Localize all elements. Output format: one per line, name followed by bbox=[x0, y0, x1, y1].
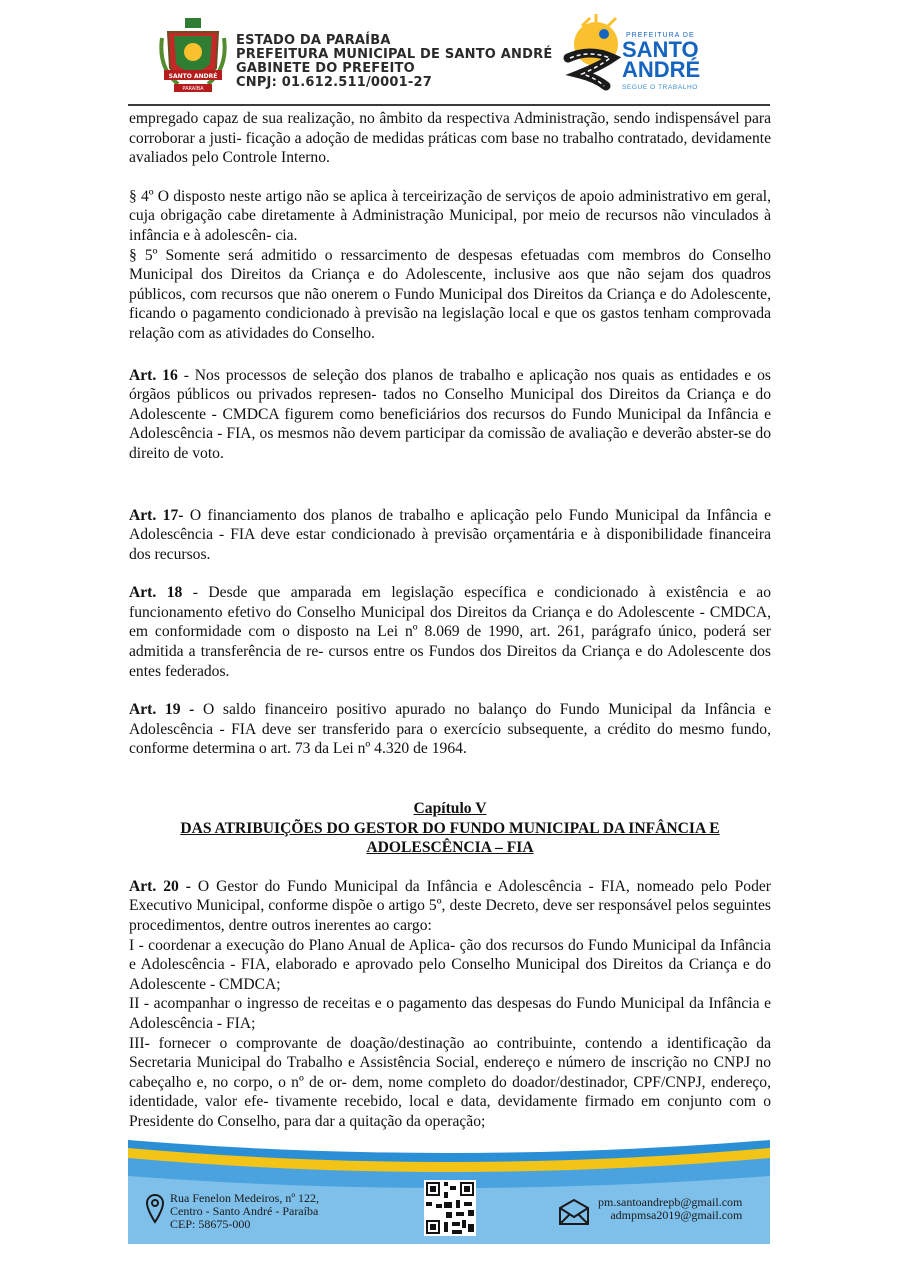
list-item-i: I - coordenar a execução do Plano Anual de Aplica- ção dos recursos do Fundo Municipal da Infância e Adolescência - FIA, elaborado e aprovado pelo Conselho Municipal dos Direitos da Criança e do Adolescente - CMDCA; bbox=[129, 936, 771, 993]
letterhead bbox=[150, 14, 750, 102]
article-17 bbox=[129, 506, 771, 565]
article-19-label: Art. 19 - bbox=[129, 701, 195, 719]
article-19 bbox=[129, 700, 771, 759]
article-16-label: Art. 16 bbox=[129, 366, 178, 384]
footer-address bbox=[170, 1192, 319, 1231]
header-divider bbox=[128, 104, 770, 106]
paragraph-continuation: empregado capaz de sua realização, no âmbito da respectiva Administração, sendo indispensável para corroborar a justi- ficação a adoção de medidas práticas com base no trabalho contratado, devidamente avaliados pelo Controle Interno. bbox=[129, 110, 771, 167]
chapter-title-line-1: DAS ATRIBUIÇÕES DO GESTOR DO FUNDO MUNICIPAL DA INFÂNCIA E bbox=[180, 819, 720, 837]
article-16 bbox=[129, 366, 771, 464]
prefecture-name: PREFEITURA MUNICIPAL DE SANTO ANDRÉ bbox=[236, 47, 553, 62]
chapter-heading: Capítulo V bbox=[413, 800, 487, 818]
article-20-label: Art. 20 - bbox=[129, 877, 191, 895]
qr-code-icon[interactable] bbox=[424, 1180, 476, 1236]
letterhead-text bbox=[236, 34, 552, 90]
article-20 bbox=[129, 877, 771, 936]
article-16-text: - Nos processos de seleção dos planos de trabalho e aplicação nos quais as entidades e os órgãos públicos ou privados represen- tados no Conselho Municipal dos Direitos da Criança e do Adolescente - CMDCA figurem como beneficiários dos recursos do Fundo Municipal da Infância e Adolescência - FIA, os mesmos não devem participar da comissão de avaliação e deverão abster-se do direito de voto. bbox=[129, 366, 771, 462]
state-name: ESTADO DA PARAÍBA bbox=[236, 33, 391, 48]
document-body bbox=[129, 109, 771, 1132]
article-19-text: O saldo financeiro positivo apurado no balanço do Fundo Municipal da Infância e Adolescência - FIA deve ser transferido para o exercício subsequente, a crédito do mesmo fundo, conforme determina o art. 73 da Lei nº 4.320 de 1964. bbox=[129, 701, 771, 758]
article-18 bbox=[129, 583, 771, 681]
chapter-title-line-2: ADOLESCÊNCIA – FIA bbox=[366, 839, 534, 857]
road-sun-icon bbox=[560, 14, 630, 94]
cnpj: CNPJ: 01.612.511/0001-27 bbox=[236, 75, 432, 90]
office-name: GABINETE DO PREFEITO bbox=[236, 61, 415, 76]
letterhead-footer bbox=[128, 1136, 770, 1244]
article-18-text: - Desde que amparada em legislação específica e condicionado à existência e ao funcionamento efetivo do Conselho Municipal dos Direitos da Criança e do Adolescente - CMDCA, em conformidade com o disposto na Lei nº 8.069 de 1990, art. 261, parágrafo único, poderá ser admitida a transferência de re- cursos entre os Fundos dos Direitos da Criança e do Adolescente dos entes federados. bbox=[129, 584, 771, 680]
article-18-label: Art. 18 bbox=[129, 584, 183, 602]
logo-santo-text: SANTO bbox=[622, 37, 699, 62]
paragraph-5: § 5º Somente será admitido o ressarcimento de despesas efetuadas com membros do Conselho Municipal dos Direitos da Criança e do Adolescente, inclusive aos que não sejam dos quadros públicos, com recursos que não onerem o Fundo Municipal dos Direitos da Criança e do Adolescente, ficando o pagamento condicionado à previsão na legislação local e que os gastos tenham comprovada relação com as atividades do Conselho. bbox=[129, 246, 771, 342]
santo-andre-logo bbox=[560, 14, 710, 94]
paragraph-4: § 4º O disposto neste artigo não se aplica à terceirização de serviços de apoio administrativo em geral, cuja obrigação cabe diretamente à Administração Municipal, por meio de recursos não vinculados à infância e à adolescên- cia. bbox=[129, 187, 771, 244]
email-address-2[interactable]: admpmsa2019@gmail.com bbox=[610, 1208, 743, 1222]
crest-label: SANTO ANDRÉ bbox=[168, 73, 218, 80]
footer-emails bbox=[598, 1196, 742, 1222]
list-item-ii: II - acompanhar o ingresso de receitas e o pagamento das despesas do Fundo Municipal da Infância e Adolescência - FIA; bbox=[129, 995, 771, 1032]
article-17-text: O financiamento dos planos de trabalho e aplicação pelo Fundo Municipal da Infância e Adolescência - FIA deve estar condicionado à previsão orçamentária e à disponibilidade financeira dos recursos. bbox=[129, 506, 771, 563]
article-17-label: Art. 17- bbox=[129, 506, 184, 524]
logo-andre-text: ANDRÉ bbox=[622, 57, 701, 82]
address-line-3: CEP: 58675-000 bbox=[170, 1217, 251, 1231]
municipal-crest-icon bbox=[158, 18, 228, 98]
email-address-1[interactable]: pm.santoandrepb@gmail.com bbox=[598, 1195, 743, 1209]
logo-slogan-text: SEGUE O TRABALHO bbox=[622, 84, 698, 91]
logo-prefeitura-text: PREFEITURA DE bbox=[626, 32, 695, 39]
location-pin-icon bbox=[146, 1194, 164, 1224]
crest-sublabel: PARAÍBA bbox=[182, 86, 204, 92]
address-line-2: Centro - Santo André - Paraíba bbox=[170, 1204, 319, 1218]
email-icon bbox=[558, 1198, 590, 1226]
list-item-iii: III- fornecer o comprovante de doação/destinação ao contribuinte, contendo a identificação da Secretaria Municipal do Trabalho e Assistência Social, endereço e número de inscrição no CNPJ no cabeçalho e, no corpo, o nº de or- dem, nome completo do doador/destinador, CPF/CNPJ, endereço, identidade, valor efe- tivamente recebido, local e data, devidamente firmado em conjunto com o Presidente do Conselho, para dar a quitação da operação; bbox=[129, 1034, 771, 1130]
article-20-text: O Gestor do Fundo Municipal da Infância e Adolescência - FIA, nomeado pelo Poder Executivo Municipal, conforme dispõe o artigo 5º, deste Decreto, deve ser responsável pelos seguintes procedimentos, dentre outros inerentes ao cargo: bbox=[129, 877, 771, 934]
address-line-1: Rua Fenelon Medeiros, nº 122, bbox=[170, 1191, 320, 1205]
